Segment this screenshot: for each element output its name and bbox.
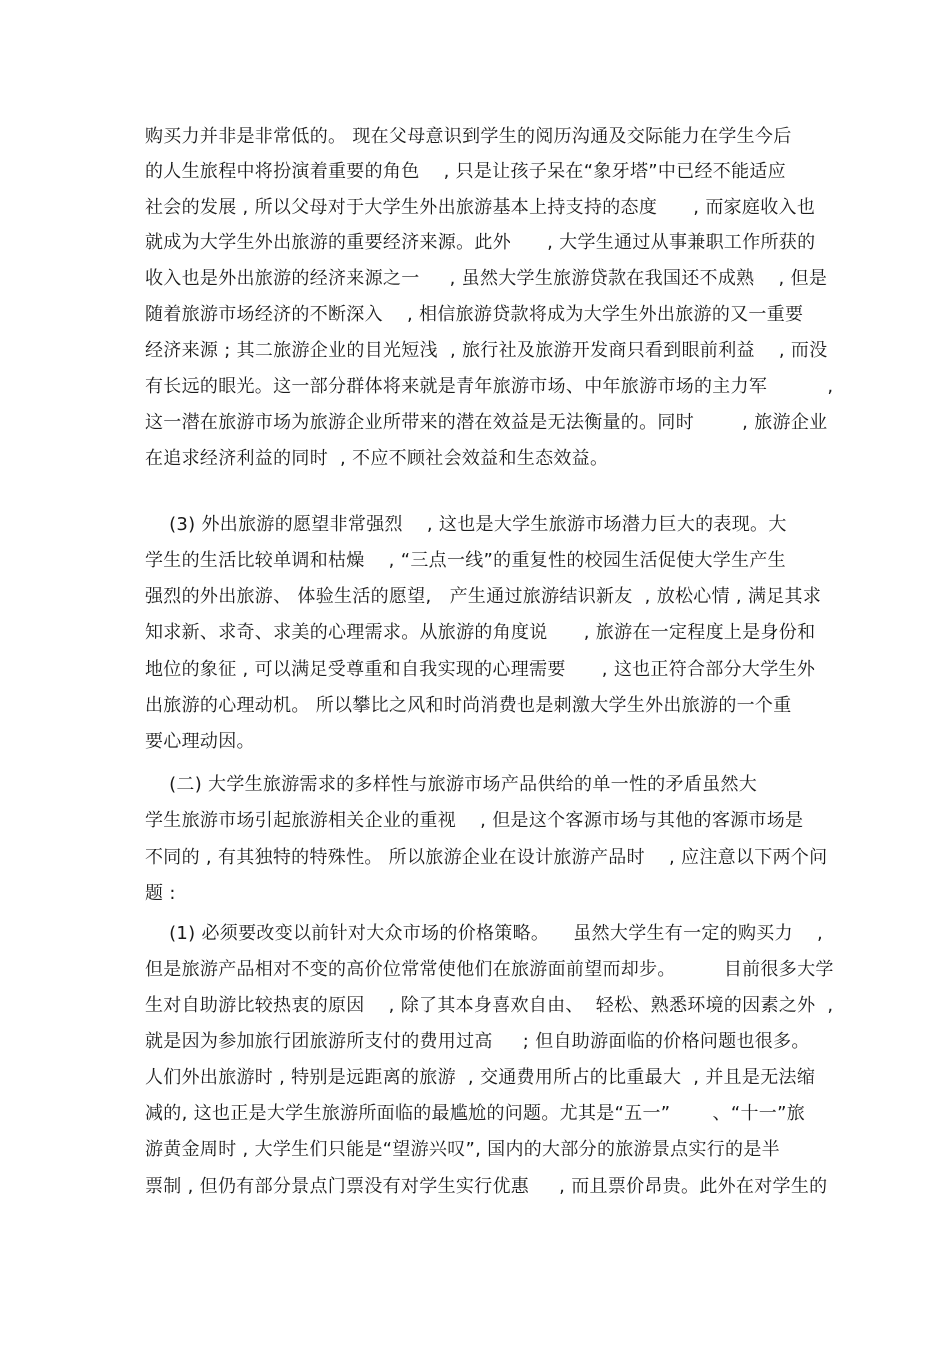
text-line: 游黄金周时 , 大学生们只能是“望游兴叹”, 国内的大部分的旅游景点实行的是半 — [145, 1139, 780, 1160]
text-line: 人们外出旅游时 , 特别是远距离的旅游 , 交通费用所占的比重最大 , 并且是无法缩 — [145, 1067, 816, 1088]
text-line: 学生的生活比较单调和枯燥 , “三点一线”的重复性的校园生活促使大学生产生 — [145, 550, 786, 571]
text-line: 地位的象征 , 可以满足受尊重和自我实现的心理需要 , 这也正符合部分大学生外 — [145, 659, 816, 680]
text-line: 要心理动因。 — [145, 731, 255, 752]
text-line: 知求新、求奇、求美的心理需求。从旅游的角度说 , 旅游在一定程度上是身份和 — [145, 622, 816, 643]
text-line: 这一潜在旅游市场为旅游企业所带来的潜在效益是无法衡量的。同时 , 旅游企业 — [145, 412, 828, 433]
text-line: 随着旅游市场经济的不断深入 , 相信旅游贷款将成为大学生外出旅游的又一重要 — [145, 304, 804, 325]
text-line: (1) 必须要改变以前针对大众市场的价格策略。 虽然大学生有一定的购买力 , — [145, 923, 823, 944]
text-line: 生对自助游比较热衷的原因 , 除了其本身喜欢自由、 轻松、熟悉环境的因素之外 , — [145, 995, 834, 1016]
text-line: 就是因为参加旅行团旅游所支付的费用过高 ; 但自助游面临的价格问题也很多。 — [145, 1031, 810, 1052]
text-line: 但是旅游产品相对不变的高价位常常使他们在旅游面前望而却步。 目前很多大学 — [145, 959, 834, 980]
text-line: 有长远的眼光。这一部分群体将来就是青年旅游市场、中年旅游市场的主力军 , — [145, 376, 834, 397]
text-line: 经济来源 ; 其二旅游企业的目光短浅 , 旅行社及旅游开发商只看到眼前利益 , 而没 — [145, 340, 828, 361]
text-line: 不同的 , 有其独特的特殊性。 所以旅游企业在设计旅游产品时 , 应注意以下两个问 — [145, 847, 828, 868]
text-line: 学生旅游市场引起旅游相关企业的重视 , 但是这个客源市场与其他的客源市场是 — [145, 810, 804, 831]
text-line: 减的, 这也正是大学生旅游所面临的最尴尬的问题。尤其是“五一” 、“十一”旅 — [145, 1103, 805, 1124]
text-line: 的人生旅程中将扮演着重要的角色 , 只是让孩子呆在“象牙塔”中已经不能适应 — [145, 161, 786, 182]
text-line: 社会的发展 , 所以父母对于大学生外出旅游基本上持支持的态度 , 而家庭收入也 — [145, 197, 816, 218]
text-line: 票制 , 但仍有部分景点门票没有对学生实行优惠 , 而且票价昂贵。此外在对学生的 — [145, 1176, 828, 1197]
text-line: 收入也是外出旅游的经济来源之一 , 虽然大学生旅游贷款在我国还不成熟 , 但是 — [145, 268, 828, 289]
text-line: 在追求经济利益的同时 , 不应不顾社会效益和生态效益。 — [145, 448, 609, 469]
text-line: 强烈的外出旅游、 体验生活的愿望, 产生通过旅游结识新友 , 放松心情 , 满足其求 — [145, 586, 822, 607]
text-line: 就成为大学生外出旅游的重要经济来源。此外 , 大学生通过从事兼职工作所获的 — [145, 232, 816, 253]
text-line: 出旅游的心理动机。 所以攀比之风和时尚消费也是刺激大学生外出旅游的一个重 — [145, 695, 792, 716]
text-line: 购买力并非是非常低的。 现在父母意识到学生的阅历沟通及交际能力在学生今后 — [145, 126, 792, 147]
text-line: (二) 大学生旅游需求的多样性与旅游市场产品供给的单一性的矛盾虽然大 — [145, 774, 758, 795]
text-line: (3) 外出旅游的愿望非常强烈 , 这也是大学生旅游市场潜力巨大的表现。大 — [145, 514, 787, 535]
text-line: 题 : — [145, 883, 176, 904]
